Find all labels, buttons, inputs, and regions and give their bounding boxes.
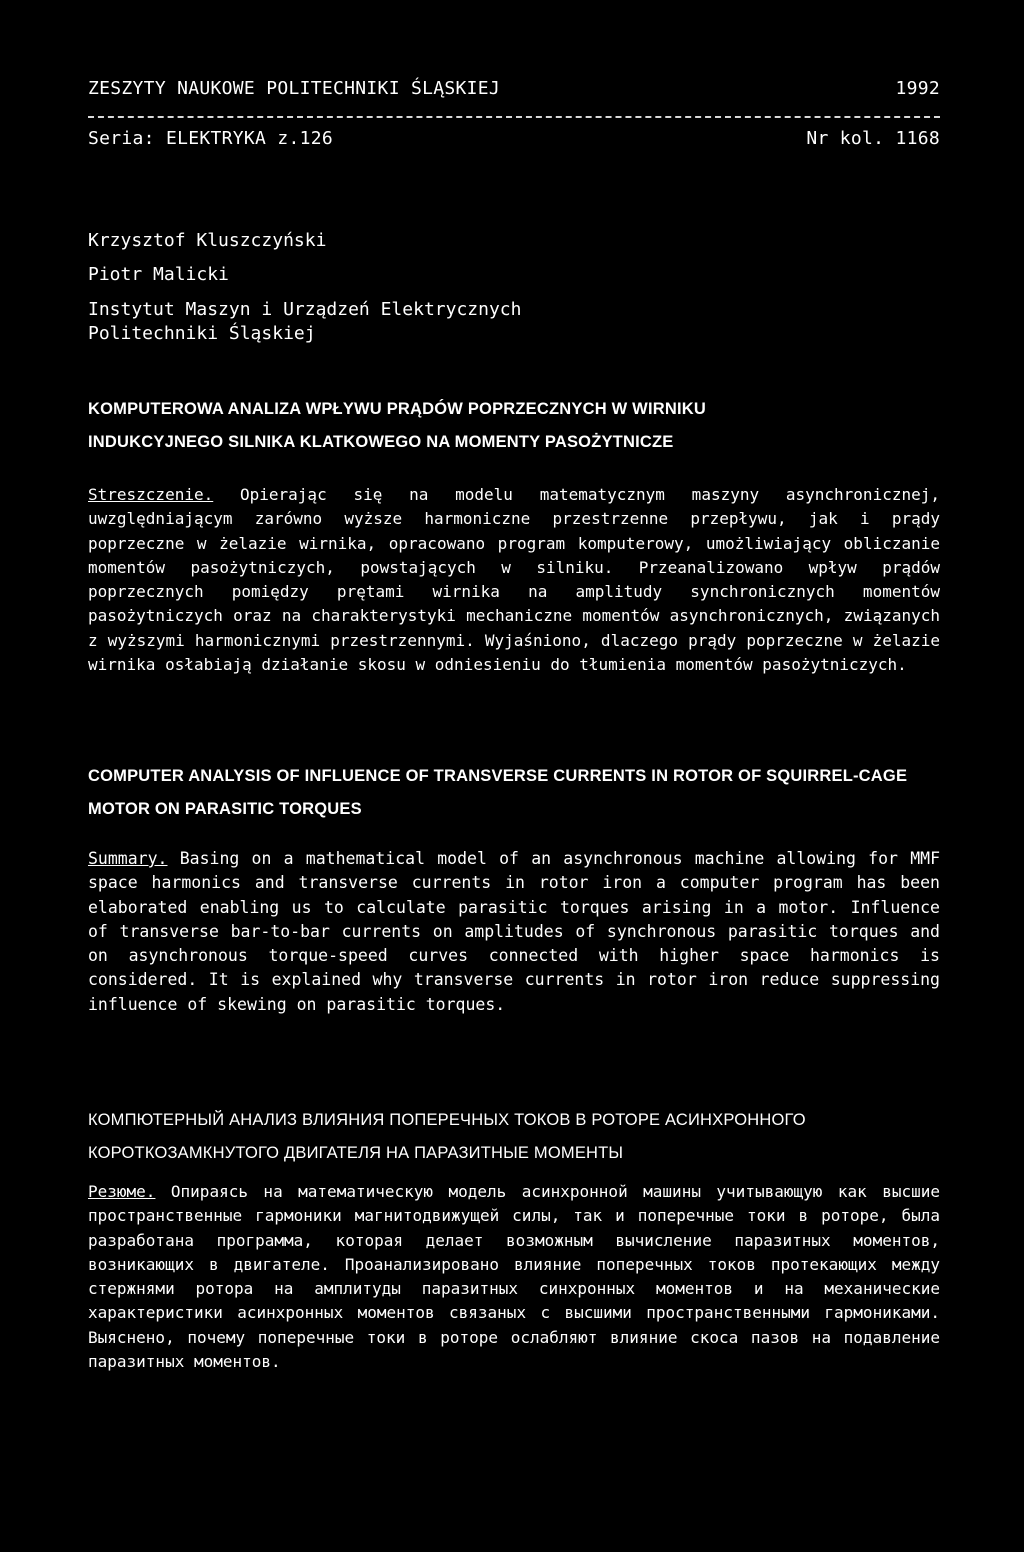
issue-number: Nr kol. 1168 (806, 128, 940, 149)
institution-line: Politechniki Śląskiej (88, 323, 316, 344)
polish-abstract-text: Opierając się na modelu matematycznym maszyny asynchronicznej, uwzględniającym zarówno wyższe harmoniczne przestrzenne przepływu, jak i prądy poprzeczne w żelazie wirnika, opracowano program komputerowy, umożliwiający obliczanie momentów pasożytniczych, powstających w silniku. Przeanalizowano wpływ prądów poprzecznych pomiędzy prętami wirnika na amplitudy synchronicznych momentów pasożytniczych oraz na charakterystyki mechaniczne momentów asynchronicznych, związanych z wyższymi harmonicznymi przestrzennymi. Wyjaśniono, dlaczego prądy poprzeczne w żelazie wirnika osłabiają działanie skosu w odniesieniu do tłumienia momentów pasożytniczych. (88, 485, 940, 675)
author-name: Piotr Malicki (88, 264, 229, 285)
russian-abstract-label: Резюме. (88, 1182, 156, 1201)
polish-abstract (88, 483, 940, 677)
english-abstract-label: Summary. (88, 849, 168, 868)
journal-year: 1992 (895, 78, 940, 99)
russian-title: КОМПЮТЕРНЫЙ АНАЛИЗ ВЛИЯНИЯ ПОПЕРЕЧНЫХ ТОКОВ В РОТОРЕ АСИНХРОННОГО КОРОТКОЗАМКНУТОГО ДВИГАТЕЛЯ НА ПАРАЗИТНЫЕ МОМЕНТЫ (88, 1111, 806, 1162)
institution-line: Instytut Maszyn i Urządzeń Elektrycznych (88, 299, 522, 320)
russian-abstract (88, 1180, 940, 1374)
polish-title: KOMPUTEROWA ANALIZA WPŁYWU PRĄDÓW POPRZECZNYCH W WIRNIKU INDUKCYJNEGO SILNIKA KLATKOWEGO NA MOMENTY PASOŻYTNICZE (88, 400, 706, 451)
authors (88, 224, 326, 292)
polish-abstract-label: Streszczenie. (88, 485, 214, 504)
institution (88, 298, 521, 346)
journal-title: ZESZYTY NAUKOWE POLITECHNIKI ŚLĄSKIEJ (88, 78, 501, 99)
english-abstract (88, 847, 940, 1017)
english-title: COMPUTER ANALYSIS OF INFLUENCE OF TRANSVERSE CURRENTS IN ROTOR OF SQUIRREL-CAGE MOTOR ON PARASITIC TORQUES (88, 767, 908, 818)
journal-header (88, 78, 940, 99)
author-name: Krzysztof Kluszczyński (88, 230, 327, 251)
header-divider (88, 116, 940, 118)
series-header (88, 128, 940, 149)
russian-abstract-text: Опираясь на математическую модель асинхронной машины учитывающую как высшие пространственные гармоники магнитодвижущей силы, так и поперечные токи в роторе, была разработана программа, которая делает возможным вычисление паразитных моментов, возникающих в двигателе. Проанализировано влияние поперечных токов протекающих между стержнями ротора на амплитуды паразитных синхронных моментов и на механические характеристики асинхронных моментов связаных с высшими пространственными гармониками. Выяснено, почему поперечные токи в роторе ослабляют влияние скоса пазов на подавление паразитных моментов. (88, 1182, 940, 1372)
series-label: Seria: ELEKTRYKA z.126 (88, 128, 334, 149)
english-abstract-text: Basing on a mathematical model of an asynchronous machine allowing for MMF space harmonics and transverse currents in rotor iron a computer program has been elaborated enabling us to calculate parasitic torques arising in a motor. Influence of transverse bar-to-bar currents on amplitudes of synchronous parasitic torques and on asynchronous torque-speed curves connected with higher space harmonics is considered. It is explained why transverse currents in rotor iron reduce suppressing influence of skewing on parasitic torques. (88, 849, 941, 1014)
